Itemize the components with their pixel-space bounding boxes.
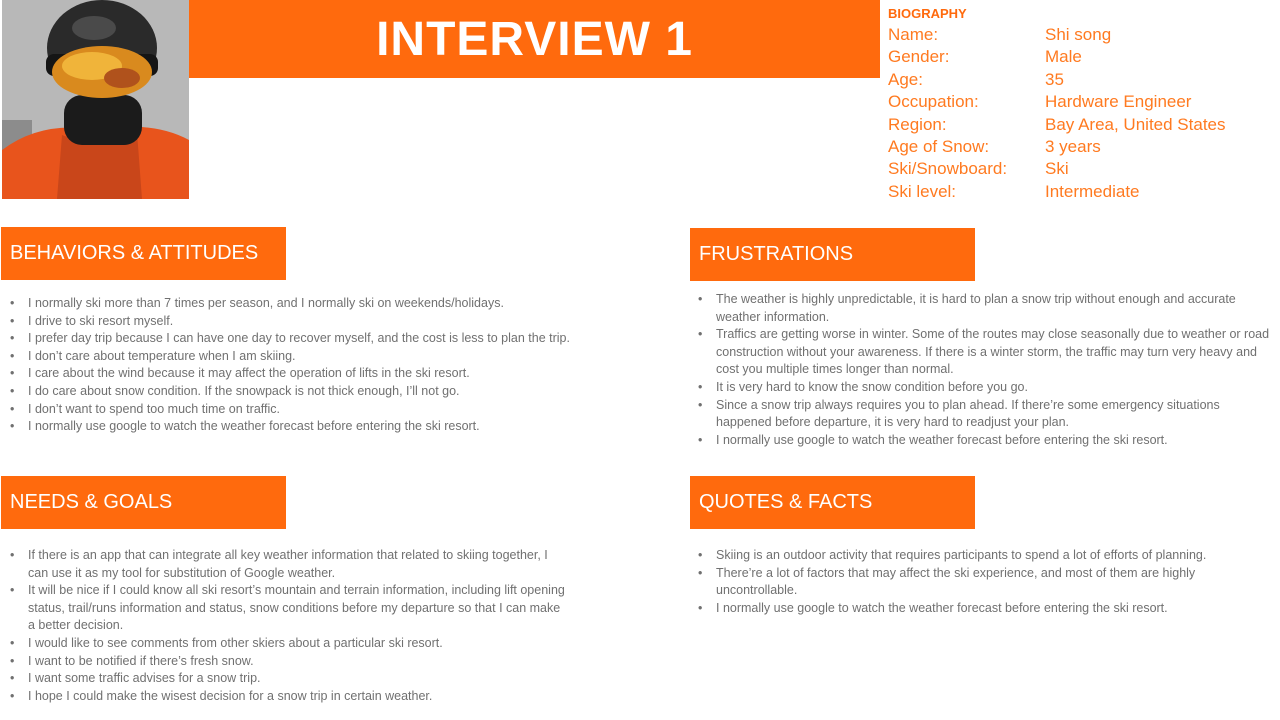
bio-row-age <box>888 70 1268 92</box>
list-item: • I would like to see comments from other skiers about a particular ski resort. <box>10 635 570 653</box>
needs-list <box>10 547 570 705</box>
list-item: • I don’t care about temperature when I am skiing. <box>10 348 670 366</box>
list-item: • I don’t want to spend too much time on traffic. <box>10 401 670 419</box>
list-item: • I prefer day trip because I can have one day to recover myself, and the cost is less to plan the trip. <box>10 330 670 348</box>
list-item: • I normally use google to watch the weather forecast before entering the ski resort. <box>10 418 670 436</box>
list-item: • It will be nice if I could know all ski resort’s mountain and terrain information, including lift opening status, trail/runs information and status, snow conditions before my departure so that I can make a better decision. <box>10 582 570 635</box>
frustrations-heading: FRUSTRATIONS <box>690 228 975 281</box>
bio-value: Intermediate <box>1045 182 1140 201</box>
bio-value: Ski <box>1045 159 1069 178</box>
bio-row-region <box>888 115 1268 137</box>
list-item: • Since a snow trip always requires you to plan ahead. If there’re some emergency situations happened before departure, it is very hard to readjust your plan. <box>698 397 1273 432</box>
list-item: • There’re a lot of factors that may affect the ski experience, and most of them are highly uncontrollable. <box>698 565 1273 600</box>
behaviors-heading: BEHAVIORS & ATTITUDES <box>1 227 286 280</box>
bio-label: Age of Snow: <box>888 137 990 156</box>
bio-label: Gender: <box>888 47 950 66</box>
biography-heading: BIOGRAPHY <box>888 6 967 21</box>
bio-value: Bay Area, United States <box>1045 115 1226 134</box>
quotes-heading: QUOTES & FACTS <box>690 476 975 529</box>
bio-label: Age: <box>888 70 923 89</box>
list-item: • I do care about snow condition. If the snowpack is not thick enough, I’ll not go. <box>10 383 670 401</box>
skier-portrait-icon <box>2 0 189 199</box>
list-item: • I normally use google to watch the weather forecast before entering the ski resort. <box>698 600 1273 618</box>
bio-row-gender <box>888 47 1268 69</box>
bio-value: 3 years <box>1045 137 1101 156</box>
list-item: • I want to be notified if there’s fresh snow. <box>10 653 570 671</box>
list-item: • I normally use google to watch the weather forecast before entering the ski resort. <box>698 432 1273 450</box>
bio-row-ski-level <box>888 182 1268 204</box>
bio-label: Region: <box>888 115 947 134</box>
title-banner <box>189 0 880 78</box>
behaviors-list <box>10 295 670 436</box>
bio-label: Name: <box>888 25 939 44</box>
list-item: • It is very hard to know the snow condition before you go. <box>698 379 1273 397</box>
bio-value: 35 <box>1045 70 1064 89</box>
bio-label: Occupation: <box>888 92 979 111</box>
bio-row-age-of-snow <box>888 137 1268 159</box>
bio-row-occupation <box>888 92 1268 114</box>
bio-row-ski-snowboard <box>888 159 1268 181</box>
list-item: • I care about the wind because it may affect the operation of lifts in the ski resort. <box>10 365 670 383</box>
bio-row-name <box>888 25 1268 47</box>
list-item: • I hope I could make the wisest decision for a snow trip in certain weather. <box>10 688 570 706</box>
page-title: INTERVIEW 1 <box>376 12 693 66</box>
list-item: • The weather is highly unpredictable, it is hard to plan a snow trip without enough and accurate weather information. <box>698 291 1273 326</box>
needs-heading: NEEDS & GOALS <box>1 476 286 529</box>
list-item: • I drive to ski resort myself. <box>10 313 670 331</box>
bio-value: Male <box>1045 47 1082 66</box>
bio-value: Shi song <box>1045 25 1112 44</box>
quotes-list <box>698 547 1273 617</box>
bio-label: Ski/Snowboard: <box>888 159 1008 178</box>
skier-photo <box>2 0 189 199</box>
list-item: • I want some traffic advises for a snow trip. <box>10 670 570 688</box>
frustrations-list <box>698 291 1273 449</box>
list-item: • Traffics are getting worse in winter. Some of the routes may close seasonally due to weather or road construction without your awareness. If there is a winter storm, the traffic may turn very heavy and cost you multiple times longer than normal. <box>698 326 1273 379</box>
list-item: • If there is an app that can integrate all key weather information that related to skiing together, I can use it as my tool for substitution of Google weather. <box>10 547 570 582</box>
list-item: • I normally ski more than 7 times per season, and I normally ski on weekends/holidays. <box>10 295 670 313</box>
list-item: • Skiing is an outdoor activity that requires participants to spend a lot of efforts of planning. <box>698 547 1273 565</box>
bio-label: Ski level: <box>888 182 957 201</box>
bio-value: Hardware Engineer <box>1045 92 1192 111</box>
